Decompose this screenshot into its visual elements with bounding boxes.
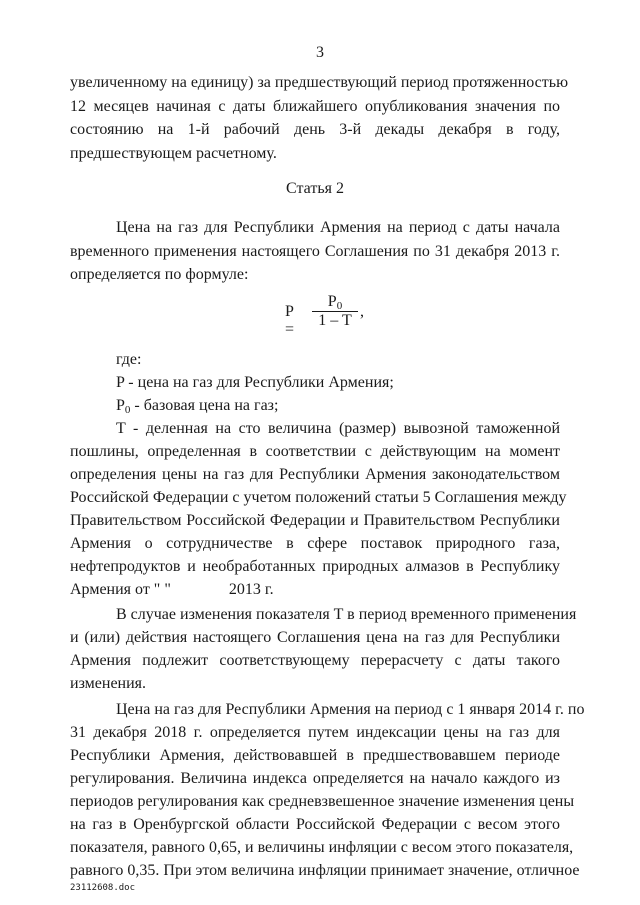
para3-line-6: на газ в Оренбургской области Российской Федерации с весом этого: [70, 816, 560, 833]
para2-line-3: Армения подлежит соответствующему перерасчету с даты такого: [70, 652, 560, 669]
para2-line-4: изменения.: [70, 675, 147, 692]
para1-line-3: определяется по формуле:: [70, 266, 249, 283]
para3-line-7: показателя, равного 0,65, и величины инфляции с весом этого показателя,: [70, 839, 574, 856]
footer-file-code: 23112608.doc: [70, 883, 136, 893]
intro-line-4: предшествующем расчетному.: [70, 145, 277, 162]
para2-line-2: и (или) действия настоящего Соглашения цена на газ для Республики: [70, 629, 560, 646]
para2-line-1: В случае изменения показателя T в период временного применения: [116, 606, 577, 623]
formula-fraction: [312, 293, 358, 330]
para3-line-1: Цена на газ для Республики Армения на период с 1 января 2014 г. по: [116, 701, 585, 718]
para3-line-3: Республики Армения, действовавшей в предшествовавшем периоде: [70, 747, 560, 764]
definition-t-line-5: Правительством Российской Федерации и Правительством Республики: [70, 512, 560, 529]
para1-line-2: временного применения настоящего Соглашения по 31 декабря 2013 г.: [70, 243, 560, 260]
para3-line-8: равного 0,35. При этом величина инфляции принимает значение, отличное: [70, 862, 580, 879]
para3-line-5: периодов регулирования как средневзвешенное значение изменения цены: [70, 793, 575, 810]
definition-t-line-2: пошлины, определенная в соответствии с действующим на момент: [70, 443, 560, 460]
definition-t-line-8: Армения от " " 2013 г.: [70, 581, 274, 598]
page-number: 3: [316, 44, 324, 61]
definition-p0: $P_0$ - базовая цена на газ;: [116, 397, 279, 416]
definition-p: P - цена на газ для Республики Армения;: [116, 374, 394, 391]
definition-t-line-6: Армения о сотрудничестве в сфере поставок природного газа,: [70, 535, 560, 552]
definition-t-line-1: T - деленная на сто величина (размер) вывозной таможенной: [116, 420, 560, 437]
intro-line-2: 12 месяцев начиная с даты ближайшего опубликования значения по: [70, 98, 560, 115]
formula-tail: ,: [360, 303, 364, 320]
formula-denominator: 1 – T: [318, 312, 352, 329]
where-label: где:: [116, 351, 142, 368]
formula-numerator: $P_0$: [327, 293, 343, 312]
definition-t-line-7: нефтепродуктов и необработанных природных алмазов в Республику: [70, 558, 560, 575]
intro-line-3: состоянию на 1-й рабочий день 3-й декады декабря в году,: [70, 121, 560, 138]
definition-t-line-4: Российской Федерации с учетом положений статьи 5 Соглашения между: [70, 489, 567, 506]
para1-line-1: Цена на газ для Республики Армения на период с даты начала: [116, 219, 560, 236]
para3-line-2: 31 декабря 2018 г. определяется путем индексации цены на газ для: [70, 724, 560, 741]
article-title: Статья 2: [286, 180, 344, 197]
intro-line-1: увеличенному на единицу) за предшествующий период протяженностью: [70, 74, 569, 91]
formula-lhs: P =: [285, 303, 295, 338]
definition-t-line-3: определения цены на газ для Республики Армения законодательством: [70, 466, 560, 483]
para3-line-4: регулирования. Величина индекса определяется на начало каждого из: [70, 770, 560, 787]
